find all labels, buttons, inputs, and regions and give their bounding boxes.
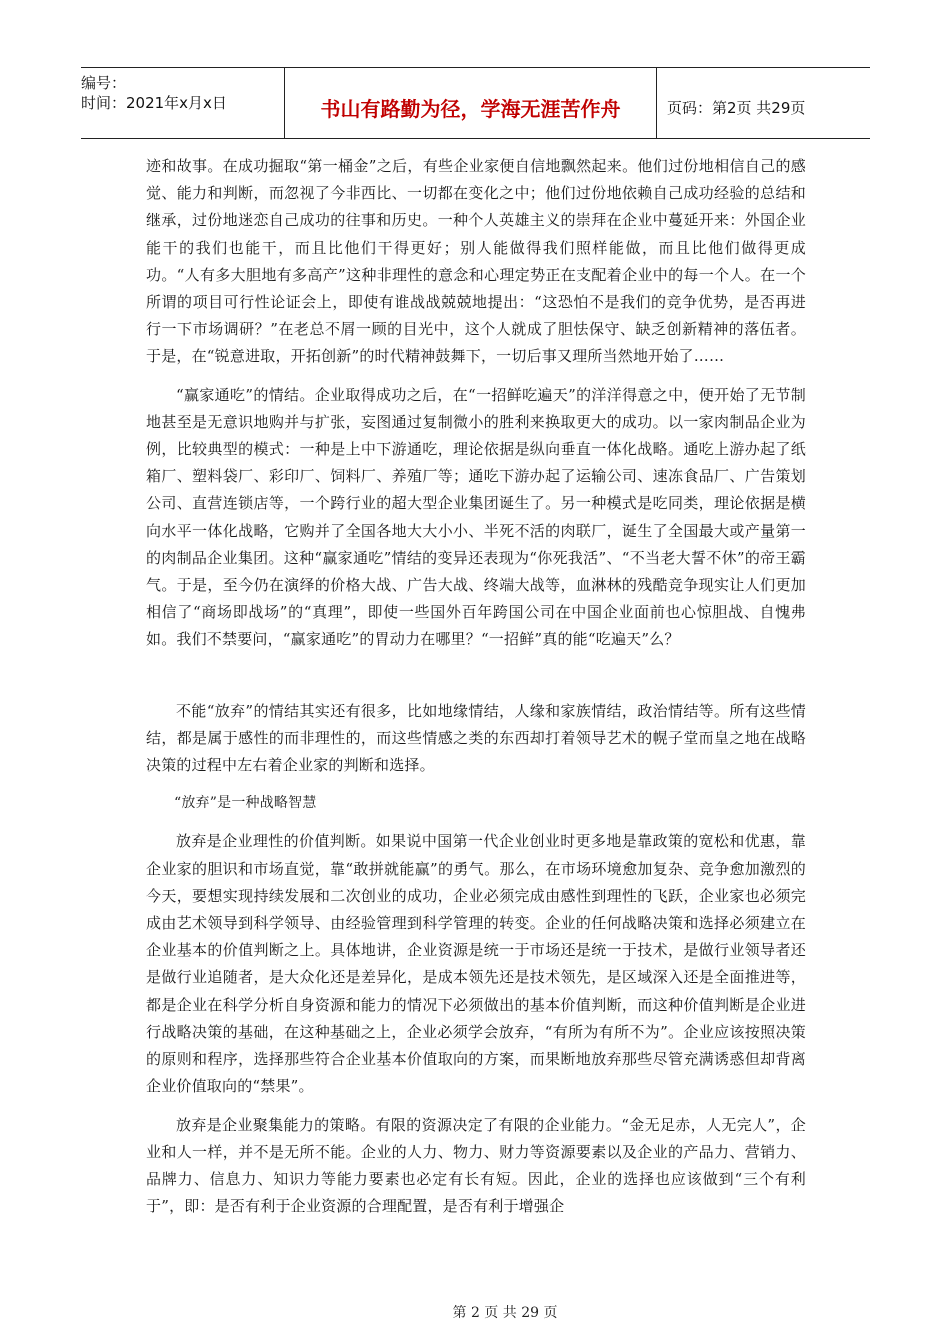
doc-code-label: 编号： xyxy=(81,74,127,92)
doc-time-label: 时间：2021年x月x日 xyxy=(81,94,227,112)
page-header xyxy=(81,67,870,139)
paragraph: 放弃是企业理性的价值判断。如果说中国第一代企业创业时更多地是靠政策的宽松和优惠，靠企业家的胆识和市场直觉，靠“敢拼就能赢”的勇气。那么，在市场环境愈加复杂、竞争愈加激烈的今天，要想实现持续发展和二次创业的成功，企业必须完成由感性到理性的飞跃，企业家也必须完成由艺术领导到科学领导、由经验管理到科学管理的转变。企业的任何战略决策和选择必须建立在企业基本的价值判断之上。具体地讲，企业资源是统一于市场还是统一于技术，是做行业领导者还是做行业追随者，是大众化还是差异化，是成本领先还是技术领先，是区域深入还是全面推进等，都是企业在科学分析自身资源和能力的情况下必须做出的基本价值判断，而这种价值判断是企业进行战略决策的基础，在这种基础之上，企业必须学会放弃，“有所为有所不为”。企业应该按照决策的原则和程序，选择那些符合企业基本价值取向的方案，而果断地放弃那些尽管充满诱惑但却背离企业价值取向的“禁果”。 xyxy=(146,832,806,1096)
paragraph: 放弃是企业聚集能力的策略。有限的资源决定了有限的企业能力。“金无足赤，人无完人”，企业和人一样，并不是无所不能。企业的人力、物力、财力等资源要素以及企业的产品力、营销力、品牌力、信息力、知识力等能力要素也必定有长有短。因此，企业的选择也应该做到“三个有利于”，即：是否有利于企业资源的合理配置，是否有利于增强企 xyxy=(146,1115,806,1216)
paragraph: “赢家通吃”的情结。企业取得成功之后，在“一招鲜吃遍天”的洋洋得意之中，便开始了无节制地甚至是无意识地购并与扩张，妄图通过复制微小的胜利来换取更大的成功。以一家肉制品企业为例，比较典型的模式：一种是上中下游通吃，理论依据是纵向垂直一体化战略。通吃上游办起了纸箱厂、塑料袋厂、彩印厂、饲料厂、养殖厂等；通吃下游办起了运输公司、速冻食品厂、广告策划公司、直营连锁店等，一个跨行业的超大型企业集团诞生了。另一种模式是吃同类，理论依据是横向水平一体化战略，它购并了全国各地大大小小、半死不活的肉联厂，诞生了全国最大或产量第一的肉制品企业集团。这种“赢家通吃”情结的变异还表现为“你死我活”、“不当老大誓不休”的帝王霸气。于是，至今仍在演绎的价格大战、广告大战、终端大战等，血淋林的残酷竞争现实让人们更加相信了“商场即战场”的“真理”，即使一些国外百年跨国公司在中国企业面前也心惊胆战、自愧弗如。我们不禁要问，“赢家通吃”的胃动力在哪里？“一招鲜”真的能“吃遍天”么？ xyxy=(146,385,806,649)
header-motto: 书山有路勤为径，学海无涯苦作舟 xyxy=(284,68,657,138)
paragraph: 迹和故事。在成功掘取“第一桶金”之后，有些企业家便自信地飘然起来。他们过份地相信自己的感觉、能力和判断，而忽视了今非西比、一切都在变化之中；他们过份地依赖自己成功经验的总结和继承，过份地迷恋自己成功的往事和历史。一种个人英雄主义的崇拜在企业中蔓延开来：外国企业能干的我们也能干，而且比他们干得更好；别人能做得我们照样能做，而且比他们做得更成功。“人有多大胆地有多高产”这种非理性的意念和心理定势正在支配着企业中的每一个人。在一个所谓的项目可行性论证会上，即使有谁战战兢兢地提出：“这恐怕不是我们的竞争优势，是否再进行一下市场调研？”在老总不屑一顾的目光中，这个人就成了胆怯保守、缺乏创新精神的落伍者。于是，在“锐意进取，开拓创新”的时代精神鼓舞下，一切后事又理所当然地开始了…… xyxy=(146,157,806,366)
document-body xyxy=(146,153,806,1220)
paragraph: 不能“放弃”的情结其实还有很多，比如地缘情结，人缘和家族情结，政治情结等。所有这些情结，都是属于感性的而非理性的，而这些情感之类的东西却打着领导艺术的幌子堂而皇之地在战略决策的过程中左右着企业家的判断和选择。 xyxy=(146,701,806,775)
page-footer: 第 2 页 共 29 页 xyxy=(452,1305,558,1321)
header-meta xyxy=(81,68,284,138)
section-heading: “放弃”是一种战略智慧 xyxy=(174,795,317,812)
header-page-number: 页码：第2页 共29页 xyxy=(667,98,806,117)
